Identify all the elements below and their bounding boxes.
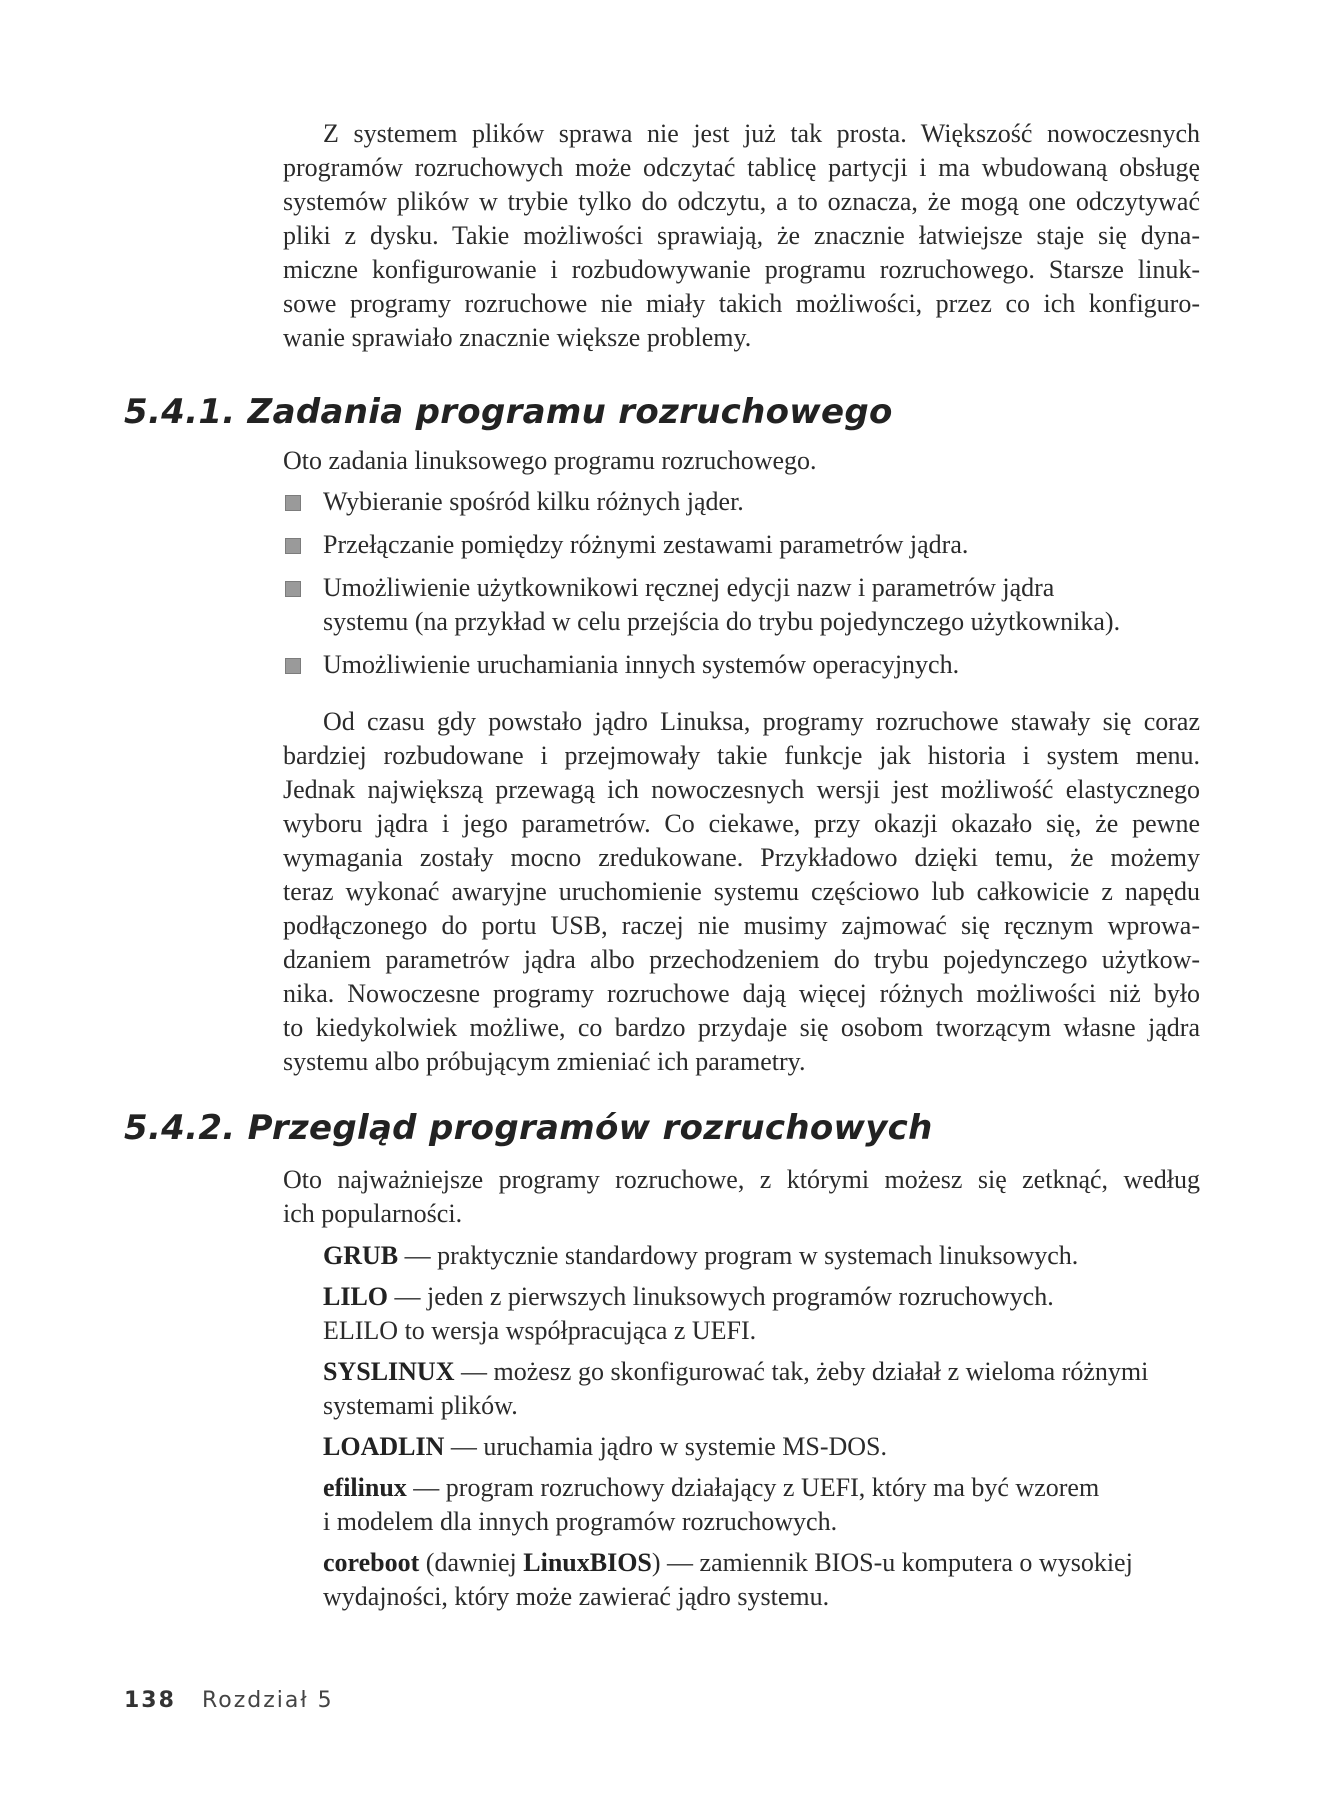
term-description: — możesz go skonfigurować tak, żeby działał z wieloma różnymi bbox=[454, 1357, 1149, 1386]
list-item bbox=[283, 571, 1200, 639]
list-item bbox=[283, 485, 1200, 519]
list-item-coreboot bbox=[323, 1546, 1203, 1614]
list-item-text: Wybieranie spośród kilku różnych jąder. bbox=[323, 487, 744, 516]
term-description: ELILO to wersja współpracująca z UEFI. bbox=[323, 1316, 757, 1345]
text-line: miczne konfigurowanie i rozbudowywanie programu rozruchowego. Starsze linuk- bbox=[283, 255, 1200, 284]
bootloader-list bbox=[323, 1239, 1203, 1621]
square-bullet-icon bbox=[285, 538, 301, 554]
text-line: Od czasu gdy powstało jądro Linuksa, programy rozruchowe stawały się coraz bbox=[323, 707, 1200, 736]
list-item-loadlin bbox=[323, 1430, 1203, 1464]
page-number: 138 bbox=[124, 1688, 176, 1713]
term-name: efilinux bbox=[323, 1473, 407, 1502]
text-line: systemów plików w trybie tylko do odczytu, a to oznacza, że mogą one odczytywać bbox=[283, 187, 1200, 216]
list-item bbox=[283, 528, 1200, 562]
list-item-efilinux bbox=[323, 1471, 1203, 1539]
term-name: LOADLIN bbox=[323, 1432, 445, 1461]
term-name: LILO bbox=[323, 1282, 389, 1311]
term-description: — jeden z pierwszych linuksowych programów rozruchowych. bbox=[388, 1282, 1054, 1311]
paragraph-filesystems bbox=[283, 117, 1200, 355]
term-description: — praktycznie standardowy program w systemach linuksowych. bbox=[398, 1241, 1079, 1270]
text-line: pliki z dysku. Takie możliwości sprawiają, że znacznie łatwiejsze staje się dyna- bbox=[283, 221, 1200, 250]
term-description: ) — zamiennik BIOS-u komputera o wysokiej bbox=[651, 1548, 1133, 1577]
page-footer bbox=[124, 1688, 334, 1713]
paragraph-evolution bbox=[283, 705, 1200, 1079]
term-description: (dawniej bbox=[419, 1548, 524, 1577]
term-name: LinuxBIOS bbox=[523, 1548, 652, 1577]
list-item-lilo bbox=[323, 1280, 1203, 1348]
list-item-grub bbox=[323, 1239, 1203, 1273]
term-name: SYSLINUX bbox=[323, 1357, 455, 1386]
text-line: wanie sprawiało znacznie większe problemy. bbox=[283, 323, 752, 352]
text-line: wymagania zostały mocno zredukowane. Przykładowo dzięki temu, że możemy bbox=[283, 843, 1200, 872]
term-name: GRUB bbox=[323, 1241, 399, 1270]
text-line: programów rozruchowych może odczytać tablicę partycji i ma wbudowaną obsługę bbox=[283, 153, 1200, 182]
text-line: nika. Nowoczesne programy rozruchowe dają więcej różnych możliwości niż było bbox=[283, 979, 1200, 1008]
section-intro bbox=[283, 1163, 1200, 1231]
term-description: i modelem dla innych programów rozruchowych. bbox=[323, 1507, 838, 1536]
text-line: podłączonego do portu USB, raczej nie musimy zajmować się ręcznym wprowa- bbox=[283, 911, 1200, 940]
term-description: — uruchamia jądro w systemie MS-DOS. bbox=[444, 1432, 888, 1461]
list-item-text: Przełączanie pomiędzy różnymi zestawami parametrów jądra. bbox=[323, 530, 969, 559]
chapter-label: Rozdział 5 bbox=[201, 1688, 334, 1713]
text-line: ich popularności. bbox=[283, 1199, 463, 1228]
list-item-text: Umożliwienie uruchamiania innych systemów operacyjnych. bbox=[323, 650, 960, 679]
section-heading-5-4-1: 5.4.1. Zadania programu rozruchowego bbox=[124, 392, 893, 432]
text-line: dzaniem parametrów jądra albo przechodzeniem do trybu pojedynczego użytkow- bbox=[283, 945, 1200, 974]
square-bullet-icon bbox=[285, 581, 301, 597]
section-intro: Oto zadania linuksowego programu rozruchowego. bbox=[283, 446, 817, 475]
square-bullet-icon bbox=[285, 658, 301, 674]
text-line: Oto najważniejsze programy rozruchowe, z którymi możesz się zetknąć, według bbox=[283, 1165, 1200, 1194]
text-line: bardziej rozbudowane i przejmowały takie funkcje jak historia i system menu. bbox=[283, 741, 1200, 770]
square-bullet-icon bbox=[285, 495, 301, 511]
list-item-text: systemu (na przykład w celu przejścia do trybu pojedynczego użytkownika). bbox=[323, 607, 1121, 636]
list-item bbox=[283, 648, 1200, 682]
text-line: systemu albo próbującym zmieniać ich parametry. bbox=[283, 1047, 806, 1076]
text-line: Z systemem plików sprawa nie jest już tak prosta. Większość nowoczesnych bbox=[323, 119, 1200, 148]
term-description: wydajności, który może zawierać jądro systemu. bbox=[323, 1582, 830, 1611]
text-line: wyboru jądra i jego parametrów. Co ciekawe, przy okazji okazało się, że pewne bbox=[283, 809, 1200, 838]
term-description: systemami plików. bbox=[323, 1391, 518, 1420]
list-item-syslinux bbox=[323, 1355, 1203, 1423]
bullet-list bbox=[283, 485, 1200, 691]
list-item-text: Umożliwienie użytkownikowi ręcznej edycji nazw i parametrów jądra bbox=[323, 573, 1055, 602]
section-heading-5-4-2: 5.4.2. Przegląd programów rozruchowych bbox=[124, 1108, 933, 1148]
text-line: Jednak największą przewagą ich nowoczesnych wersji jest możliwość elastycznego bbox=[283, 775, 1200, 804]
text-line: to kiedykolwiek możliwe, co bardzo przydaje się osobom tworzącym własne jądra bbox=[283, 1013, 1200, 1042]
term-name: coreboot bbox=[323, 1548, 420, 1577]
text-line: teraz wykonać awaryjne uruchomienie systemu częściowo lub całkowicie z napędu bbox=[283, 877, 1200, 906]
term-description: — program rozruchowy działający z UEFI, który ma być wzorem bbox=[406, 1473, 1100, 1502]
text-line: sowe programy rozruchowe nie miały takich możliwości, przez co ich konfiguro- bbox=[283, 289, 1200, 318]
